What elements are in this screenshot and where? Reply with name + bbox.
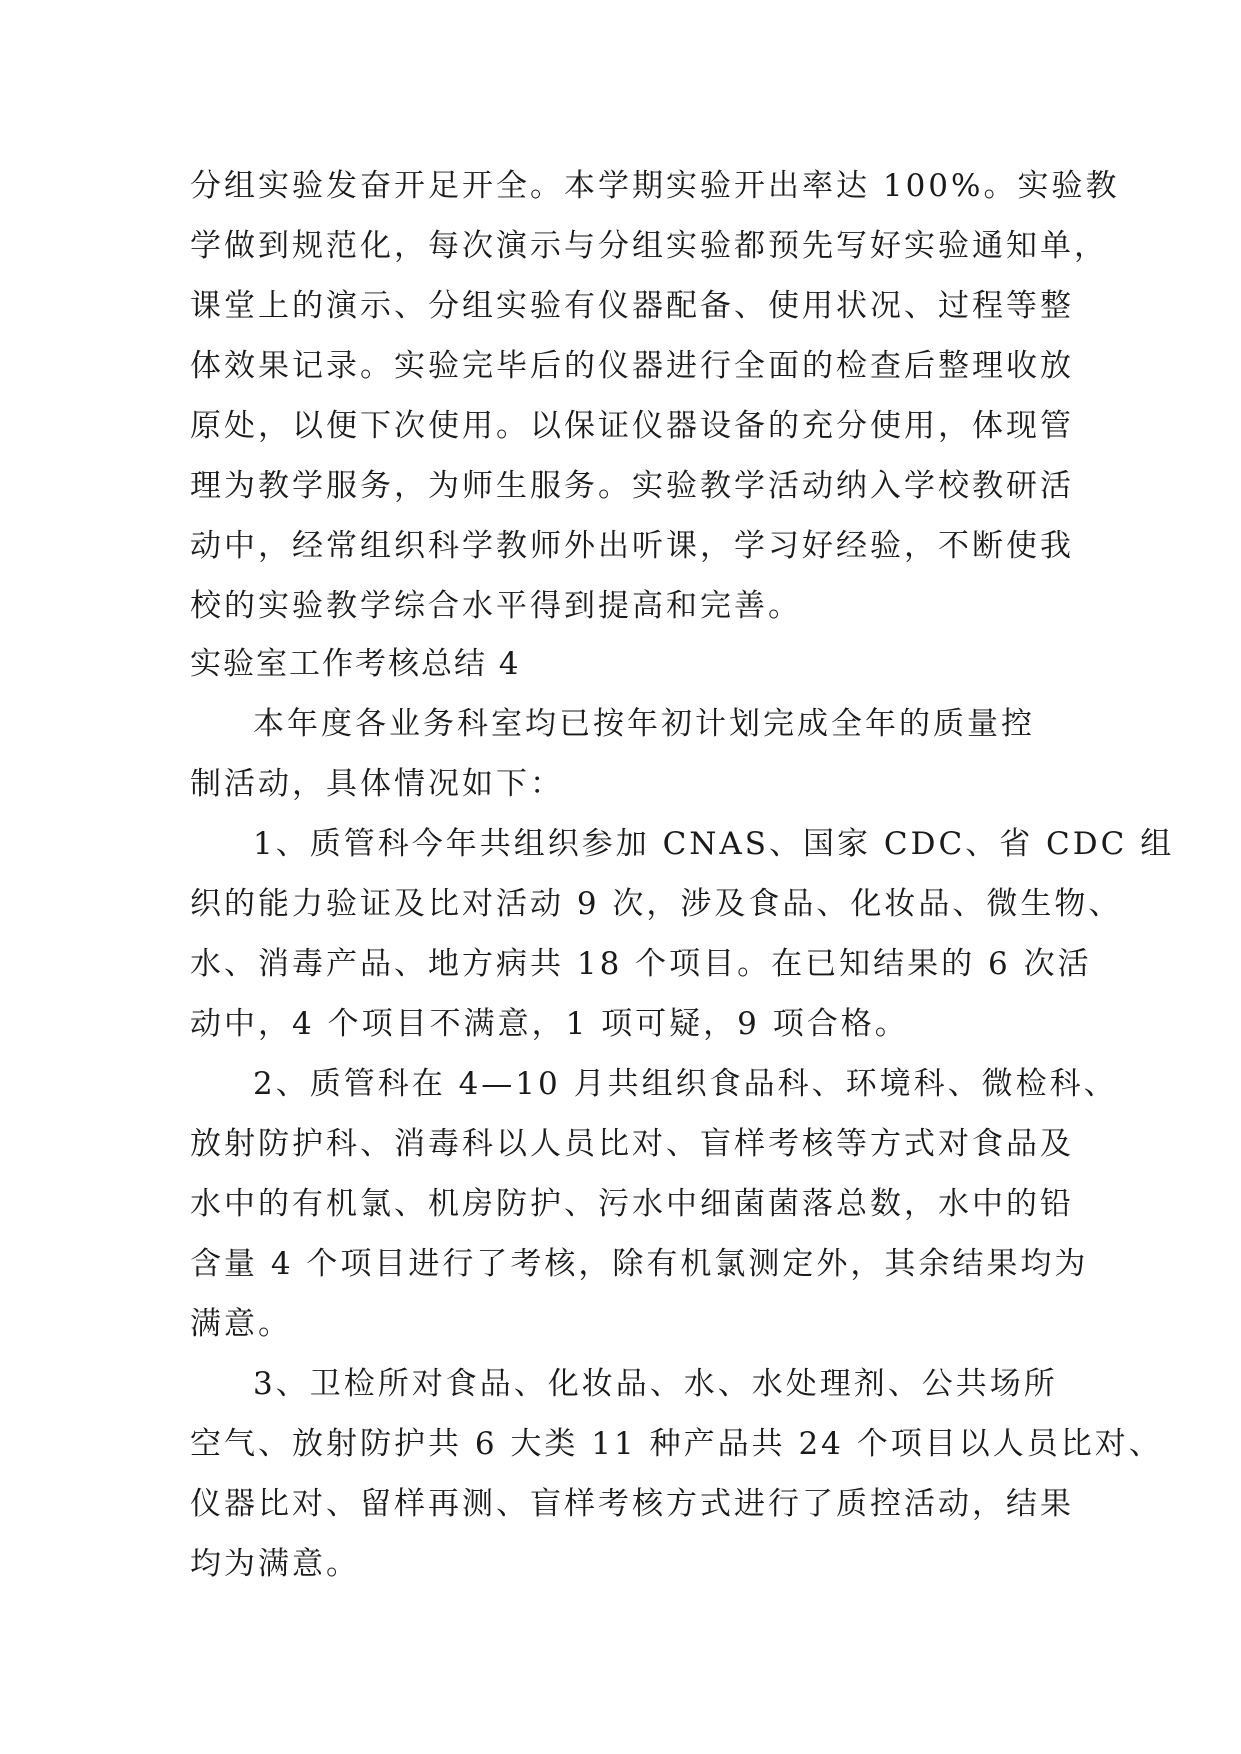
text-line: 均为满意。 [190, 1546, 360, 1582]
text-line: 空气、放射防护共 6 大类 11 种产品共 24 个项目以人员比对、 [190, 1426, 1163, 1462]
paragraph-first-line: 2、质管科在 4—10 月共组织食品科、环境科、微检科、 [253, 1066, 1118, 1102]
text-line: 制活动，具体情况如下： [190, 766, 564, 802]
text-line: 校的实验教学综合水平得到提高和完善。 [190, 588, 802, 624]
paragraph-first-line: 1、质管科今年共组织参加 CNAS、国家 CDC、省 CDC 组 [253, 826, 1175, 862]
section-heading: 实验室工作考核总结 4 [190, 646, 521, 682]
text-line: 理为教学服务，为师生服务。实验教学活动纳入学校教研活 [190, 468, 1074, 504]
paragraph-first-line: 本年度各业务科室均已按年初计划完成全年的质量控 [253, 706, 1035, 742]
text-line: 水、消毒产品、地方病共 18 个项目。在已知结果的 6 次活 [190, 946, 1092, 982]
text-line: 动中，4 个项目不满意，1 项可疑，9 项合格。 [190, 1006, 909, 1042]
text-line: 含量 4 个项目进行了考核，除有机氯测定外，其余结果均为 [190, 1246, 1089, 1282]
text-line: 动中，经常组织科学教师外出听课，学习好经验，不断使我 [190, 528, 1074, 564]
paragraph-first-line: 3、卫检所对食品、化妆品、水、水处理剂、公共场所 [253, 1366, 1058, 1402]
text-line: 课堂上的演示、分组实验有仪器配备、使用状况、过程等整 [190, 288, 1074, 324]
text-line: 织的能力验证及比对活动 9 次，涉及食品、化妆品、微生物、 [190, 886, 1123, 922]
text-line: 仪器比对、留样再测、盲样考核方式进行了质控活动，结果 [190, 1486, 1074, 1522]
text-line: 学做到规范化，每次演示与分组实验都预先写好实验通知单， [190, 228, 1108, 264]
text-line: 原处，以便下次使用。以保证仪器设备的充分使用，体现管 [190, 408, 1074, 444]
text-line: 满意。 [190, 1306, 292, 1342]
text-line: 水中的有机氯、机房防护、污水中细菌菌落总数，水中的铅 [190, 1186, 1074, 1222]
text-line: 体效果记录。实验完毕后的仪器进行全面的检查后整理收放 [190, 348, 1074, 384]
text-line: 放射防护科、消毒科以人员比对、盲样考核等方式对食品及 [190, 1126, 1074, 1162]
text-line: 分组实验发奋开足开全。本学期实验开出率达 100%。实验教 [190, 168, 1120, 204]
